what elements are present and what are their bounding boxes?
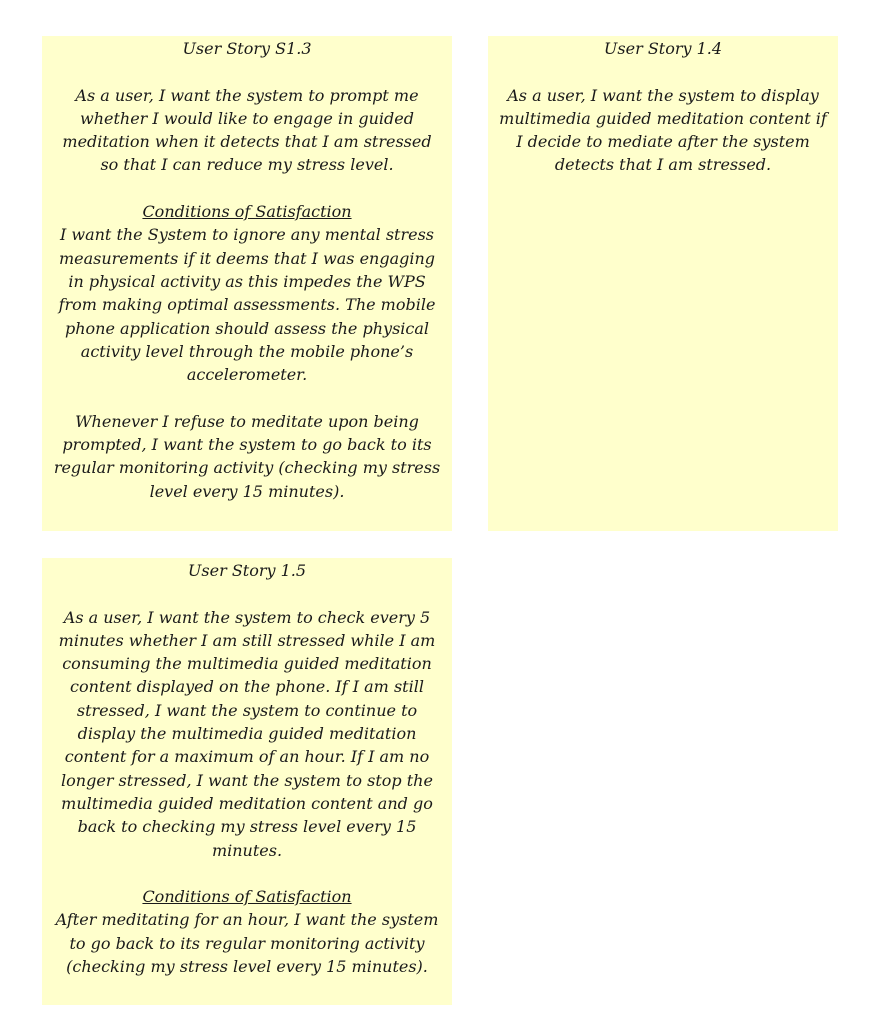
conditions-of-satisfaction-heading: Conditions of Satisfaction [142,887,352,907]
story-description: As a user, I want the system to check every 5 minutes whether I am still stressed while I am consuming the multimedia guided meditation content displayed on the phone. If I am still stressed, I want the system to continue to display the multimedia guided meditation content for a maximum of an hour. If I am no longer stressed, I want the system to stop the multimedia guided meditation content and go back to checking my stress level every 15 minutes. [58,607,436,860]
story-description: As a user, I want the system to display multimedia guided meditation content if I decide to mediate after the system detects that I am stressed. [499,85,827,175]
conditions-of-satisfaction-heading: Conditions of Satisfaction [142,202,352,222]
story-title: User Story 1.4 [603,39,723,58]
user-story-card-1-4 [488,36,838,531]
condition-paragraph-2: Whenever I refuse to meditate upon being prompted, I want the system to go back to its regular monitoring activity (checking my stress level every 15 minutes). [53,411,441,501]
condition-paragraph-1: I want the System to ignore any mental stress measurements if it deems that I was engaging in physical activity as this impedes the WPS from making optimal assessments. The mobile phone application should assess the physical activity level through the mobile phone’s accelerometer. [58,225,436,385]
story-title: User Story 1.5 [187,561,307,580]
user-story-card-s1-3 [42,36,452,531]
story-title: User Story S1.3 [182,39,312,58]
condition-paragraph-1: After meditating for an hour, I want the system to go back to its regular monitoring activity (checking my stress level every 15 minutes). [55,910,439,977]
user-story-card-1-5 [42,558,452,1005]
story-description: As a user, I want the system to prompt me whether I would like to engage in guided meditation when it detects that I am stressed so that I can reduce my stress level. [62,85,432,175]
